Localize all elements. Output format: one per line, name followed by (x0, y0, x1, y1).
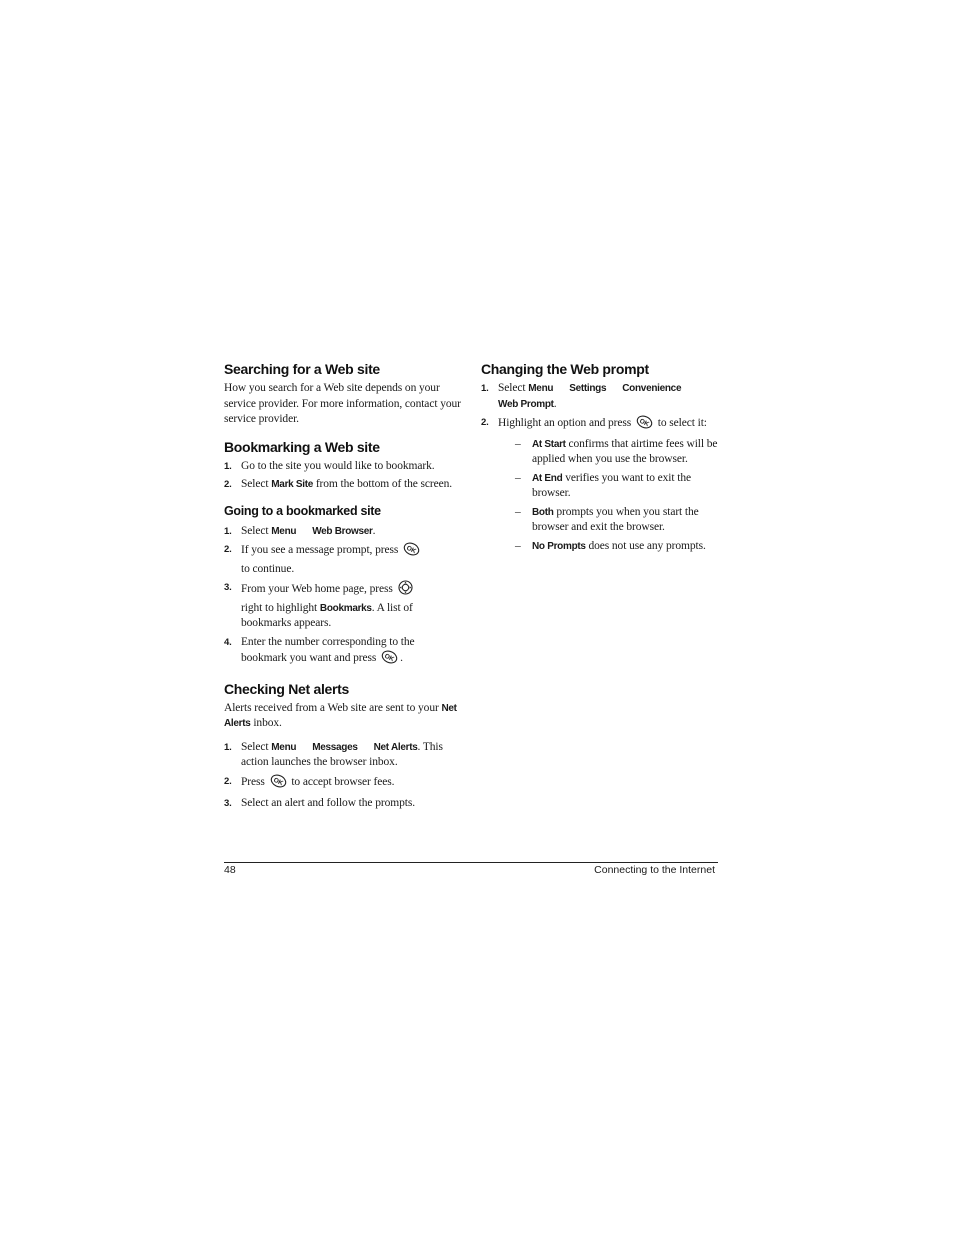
option-text: does not use any prompts. (585, 539, 706, 552)
step-text: . A list of bookmarks appears. (241, 601, 413, 629)
list-item (481, 381, 719, 412)
section-checking (224, 680, 462, 812)
list-item (498, 505, 719, 536)
list-item (498, 471, 719, 502)
list-item (224, 774, 462, 794)
heading-changing: Changing the Web prompt (481, 361, 649, 377)
step-number: 2. (224, 479, 232, 490)
list-item (224, 459, 462, 475)
dash-marker: – (515, 437, 521, 450)
step-number: 3. (224, 582, 232, 593)
ok-key-icon (636, 415, 653, 435)
step-text: Select (498, 382, 529, 394)
svg-text:OK: OK (405, 544, 417, 556)
ok-key-icon (270, 774, 287, 794)
step-text: Select (241, 478, 272, 490)
bookmarking-steps (224, 459, 462, 493)
step-text: Enter the number corresponding to the bookmark you want and press (241, 635, 415, 664)
ui-term: Settings (569, 383, 607, 394)
ui-term: Menu (271, 525, 297, 537)
list-item (224, 635, 462, 670)
ui-term: Messages (312, 741, 358, 753)
going-steps (224, 524, 462, 670)
step-text: right to highlight (241, 601, 320, 614)
svg-text:OK: OK (383, 652, 395, 664)
list-item (498, 539, 719, 555)
step-number: 2. (224, 544, 232, 555)
dash-marker: – (515, 471, 521, 484)
list-item (224, 524, 462, 540)
step-number: 1. (224, 460, 232, 472)
checking-intro (224, 701, 462, 732)
changing-steps (481, 381, 719, 554)
section-bookmarking (224, 438, 462, 493)
option-text: verifies you want to exit the browser. (532, 471, 691, 499)
heading-going: Going to a bookmarked site (224, 503, 381, 518)
section-going (224, 503, 462, 670)
ui-term: At Start (532, 438, 566, 450)
svg-text:OK: OK (271, 776, 284, 787)
step-text: Go to the site you would like to bookmark. (241, 459, 435, 472)
step-number: 3. (224, 798, 232, 809)
step-text: Select an alert and follow the prompts. (241, 797, 415, 809)
step-text: Highlight an option and press (498, 417, 634, 429)
step-text: . (553, 397, 557, 410)
heading-searching: Searching for a Web site (224, 361, 380, 377)
ui-term: Convenience (622, 383, 682, 394)
searching-text: How you search for a Web site depends on your service provider. For more information, contact your service provider. (224, 382, 461, 425)
ok-key-icon (381, 650, 398, 670)
checking-steps (224, 740, 462, 812)
ui-term: Menu (271, 741, 297, 753)
step-number: 2. (481, 417, 489, 428)
ui-term: At End (532, 472, 563, 484)
step-text: . (400, 652, 403, 664)
navigation-key-icon (398, 580, 413, 601)
ui-term: Net Alerts (224, 702, 457, 729)
option-text: prompts you when you start the browser and exit the browser. (532, 505, 699, 533)
step-text: to accept browser fees. (288, 775, 395, 788)
ui-term: Web Browser (312, 525, 373, 537)
ui-term: Net Alerts (373, 741, 418, 753)
section-changing (481, 360, 719, 554)
step-number: 1. (481, 383, 489, 394)
list-item (498, 437, 719, 468)
chapter-title: Connecting to the Internet (594, 864, 715, 876)
step-text: Select (241, 740, 272, 753)
page-number: 48 (224, 864, 236, 876)
ui-term: Both (532, 506, 554, 518)
step-text: Press (241, 775, 268, 788)
list-item (481, 415, 719, 554)
list-item (224, 542, 462, 577)
heading-checking: Checking Net alerts (224, 680, 350, 697)
step-text: If you see a message prompt, press (241, 544, 402, 556)
step-number: 1. (224, 525, 232, 537)
dash-marker: – (515, 505, 521, 518)
step-text: . This action launches the browser inbox. (241, 740, 443, 768)
intro-text: Alerts received from a Web site are sent to your (224, 701, 442, 714)
footer-rule (224, 862, 718, 863)
ui-term: Menu (528, 383, 554, 394)
step-number: 4. (224, 636, 232, 648)
ui-term: Mark Site (271, 479, 314, 490)
step-number: 1. (224, 741, 232, 753)
right-column (481, 360, 719, 564)
step-text: to select it: (654, 417, 707, 429)
step-text: . (372, 524, 376, 537)
heading-bookmarking: Bookmarking a Web site (224, 438, 380, 455)
ui-term: Bookmarks (319, 602, 372, 614)
ui-term: Web Prompt (498, 398, 554, 410)
dash-marker: – (515, 539, 521, 552)
ok-key-icon (403, 542, 420, 562)
list-item (224, 796, 462, 812)
svg-text:OK: OK (638, 417, 650, 429)
step-text: From your Web home page, press (241, 583, 396, 595)
step-text: Select (241, 524, 272, 537)
list-item (224, 740, 462, 771)
section-searching (224, 360, 462, 428)
intro-text: inbox. (250, 717, 282, 729)
step-text: to continue. (241, 562, 295, 575)
left-column (224, 360, 462, 822)
step-text: from the bottom of the screen. (313, 478, 453, 490)
prompt-options (498, 437, 719, 555)
ui-term: No Prompts (532, 540, 586, 552)
step-number: 2. (224, 775, 232, 787)
option-text: confirms that airtime fees will be applied when you use the browser. (532, 437, 718, 465)
list-item (224, 580, 462, 632)
list-item (224, 477, 462, 493)
